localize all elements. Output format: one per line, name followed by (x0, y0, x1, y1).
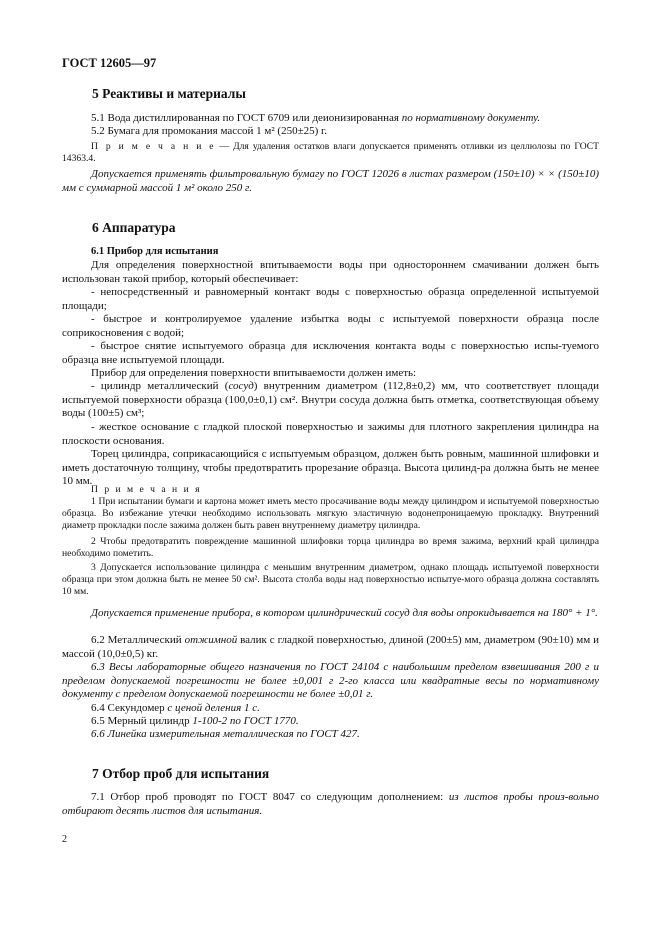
section-6-title: 6 Аппаратура (92, 220, 176, 235)
paragraph-6-1-device: Прибор для определения поверхности впитываемости должен иметь: (91, 367, 417, 379)
list-item-2: - быстрое и контролируемое удаление избытка воды с испытуемой поверхности образца после соприкосновения с водой; (62, 313, 599, 339)
list-item-1: - непосредственный и равномерный контакт воды с поверхностью образца определенной испытуемой площади; (62, 286, 599, 312)
paragraph-6-6: 6.6 Линейка измерительная металлическая по ГОСТ 427. (91, 728, 360, 740)
list-item-3: - быстрое снятие испытуемого образца для исключения контакта воды с поверхностью испы-туемого образца вне испытуемой площади. (62, 340, 599, 366)
paragraph-6-4: 6.4 Секундомер с ценой деления 1 с. (91, 702, 260, 714)
note-5: П р и м е ч а н и е — Для удаления остатков влаги допускается применять отливки из целлюлозы по ГОСТ 14363.4. (62, 141, 599, 164)
notes-label: П р и м е ч а н и я (91, 484, 202, 495)
paragraph-7-1: 7.1 Отбор проб проводят по ГОСТ 8047 со следующим дополнением: из листов пробы произ-вольно отбирают десять листов для испытания. (62, 791, 599, 817)
paragraph-6-1-end: Торец цилиндра, соприкасающийся с испытуемым образцом, должен быть ровным, машинной шлифовки и иметь достаточную толщину, чтобы предотвратить прорезание образца. Высота цилинд-ра должна быть не менее 10 мм. (62, 448, 599, 487)
paragraph-6-5: 6.5 Мерный цилиндр 1-100-2 по ГОСТ 1770. (91, 715, 299, 727)
note-6-1: 1 При испытании бумаги и картона может иметь место просачивание воды между цилиндром и испытуемой поверхностью образца. Во избежание утечки необходимо использовать мягкую эластичную водонепроницаемую прокладку. Внутренний диаметр прокладки после зажима должен быть равен внутреннему диаметру цилиндра. (62, 496, 599, 531)
page-number: 2 (62, 834, 67, 845)
section-7-title: 7 Отбор проб для испытания (92, 766, 270, 781)
document-header: ГОСТ 12605—97 (62, 56, 157, 70)
allowance-6: Допускается применение прибора, в котором цилиндрический сосуд для воды опрокидывается на 180° + 1°. (91, 607, 598, 619)
list-item-4: - цилиндр металлический (сосуд) внутренним диаметром (112,8±0,2) мм, что соответствует площади испытуемой поверхности образца (100,0±0,1) см². Внутри сосуда должна быть отметка, соответствующая объему воды (100±5) см³; (62, 380, 599, 419)
section-5-title: 5 Реактивы и материалы (92, 86, 246, 101)
paragraph-6-2: 6.2 Металлический отжимной валик с гладкой поверхностью, длиной (200±5) мм, диаметром (90±10) мм и массой (10,0±0,5) кг. (62, 634, 599, 660)
paragraph-6-1-intro: Для определения поверхностной впитываемости воды при одностороннем смачивании должен быть использован такой прибор, который обеспечивает: (62, 259, 599, 285)
note-6-3: 3 Допускается использование цилиндра с меньшим внутренним диаметром, однако площадь испытуемой поверхности образца при этом должна быть не менее 50 см². Высота столба воды над поверхностью испытуе-мого образца должна составлять 10 мм. (62, 562, 599, 597)
subsection-6-1-title: 6.1 Прибор для испытания (91, 246, 219, 257)
paragraph-5-1: 5.1 Вода дистиллированная по ГОСТ 6709 или деионизированная по нормативному документу. (91, 112, 541, 124)
paragraph-5-2: 5.2 Бумага для промокания массой 1 м² (250±25) г. (91, 125, 328, 137)
note-6-2: 2 Чтобы предотвратить повреждение машинной шлифовки торца цилиндра во время зажима, верхний край цилиндра необходимо пометить. (62, 536, 599, 559)
list-item-5: - жесткое основание с гладкой плоской поверхностью и зажимы для плотного закрепления цилиндра на плоскости основания. (62, 421, 599, 447)
allowance-5: Допускается применять фильтровальную бумагу по ГОСТ 12026 в листах размером (150±10) × × (150±10) мм с суммарной массой 1 м² около 250 г. (62, 168, 599, 194)
paragraph-6-3: 6.3 Весы лабораторные общего назначения по ГОСТ 24104 с наибольшим пределом взвешивания 200 г и пределом допускаемой погрешности не более ±0,001 г 2-го класса или квадратные весы по нормативному документу с пределом допускаемой погрешности не более ±0,01 г. (62, 661, 599, 700)
